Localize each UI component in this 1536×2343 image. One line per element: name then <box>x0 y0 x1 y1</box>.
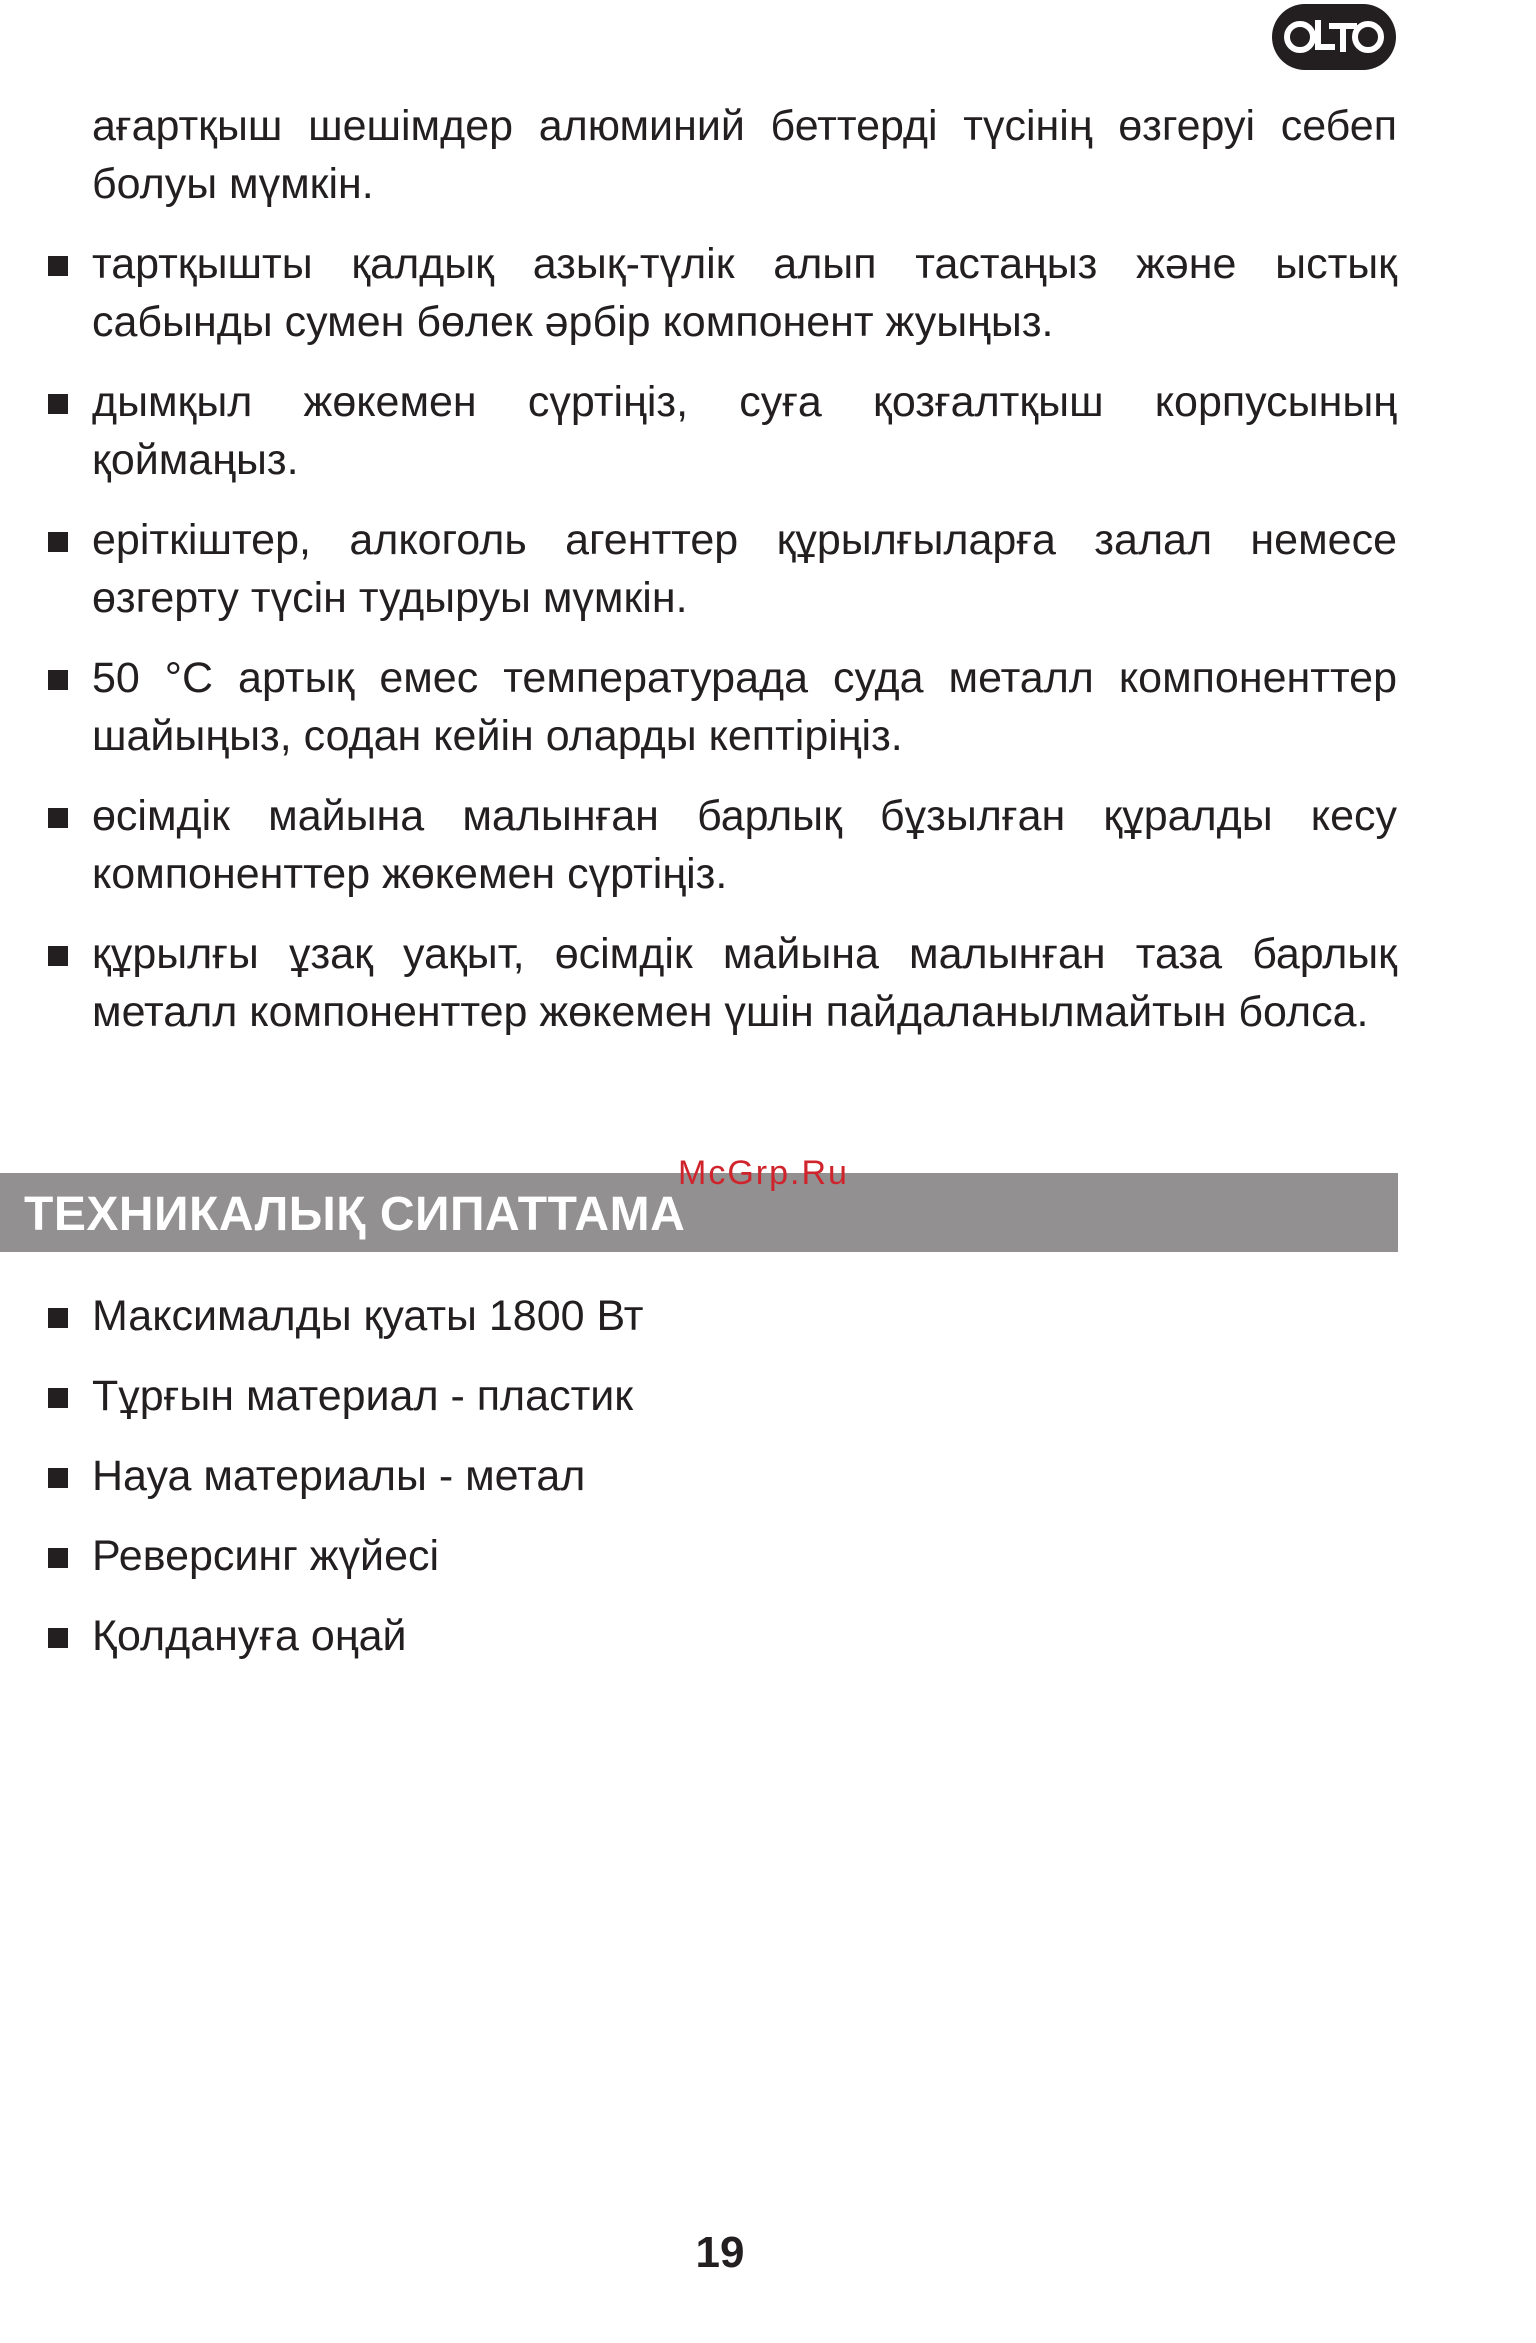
section-title: ТЕХНИКАЛЫҚ СИПАТТАМА <box>24 1188 686 1241</box>
spec-item-text: Науа материалы - метал <box>92 1452 586 1500</box>
list-item-text: тартқышты қалдық азық-түлік алып тастаңыз және ыстық сабынды сумен бөлек әрбір компонент жуыңыз. <box>92 240 1397 346</box>
spec-item-text: Тұрғын материал - пластик <box>92 1372 634 1420</box>
square-bullet-icon <box>48 808 68 828</box>
spec-item <box>92 1367 633 1425</box>
spec-item <box>92 1287 643 1345</box>
spec-item <box>92 1607 407 1665</box>
list-item-text: 50 °С артық емес температурада суда металл компоненттер шайыңыз, содан кейін оларды кептіріңіз. <box>92 654 1397 760</box>
square-bullet-icon <box>48 394 68 414</box>
list-item <box>92 787 1397 903</box>
list-item <box>92 649 1397 765</box>
list-item-text: өсімдік майына малынған барлық бұзылған құралды кесу компоненттер жөкемен сүртіңіз. <box>92 792 1397 898</box>
square-bullet-icon <box>48 946 68 966</box>
brand-logo <box>1272 4 1396 70</box>
intro-paragraph: ағартқыш шешімдер алюминий беттерді түсінің өзгеруі себеп болуы мүмкін. <box>92 102 1397 208</box>
square-bullet-icon <box>48 1388 68 1408</box>
square-bullet-icon <box>48 256 68 276</box>
spec-item-text: Қолдануға оңай <box>92 1612 407 1660</box>
spec-item-text: Максималды қуаты 1800 Вт <box>92 1292 644 1340</box>
square-bullet-icon <box>48 532 68 552</box>
list-item <box>92 373 1397 489</box>
spec-item-text: Реверсинг жүйесі <box>92 1532 440 1580</box>
list-item-text: құрылғы ұзақ уақыт, өсімдік майына малынған таза барлық металл компоненттер жөкемен үшін пайдаланылмайтын болса. <box>92 930 1397 1036</box>
spec-item <box>92 1447 585 1505</box>
list-item <box>92 925 1397 1041</box>
page-number: 19 <box>695 2228 745 2277</box>
square-bullet-icon <box>48 1548 68 1568</box>
olto-logo-icon <box>1282 14 1386 60</box>
watermark: McGrp.Ru <box>678 1154 849 1192</box>
list-item-text: дымқыл жөкемен сүртіңіз, суға қозғалтқыш корпусының қоймаңыз. <box>92 378 1397 484</box>
list-item <box>92 235 1397 351</box>
spec-item <box>92 1527 439 1585</box>
list-item <box>92 511 1397 627</box>
list-item-text: еріткіштер, алкоголь агенттер құрылғыларға залал немесе өзгерту түсін тудыруы мүмкін. <box>92 516 1397 622</box>
square-bullet-icon <box>48 1468 68 1488</box>
square-bullet-icon <box>48 1308 68 1328</box>
square-bullet-icon <box>48 1628 68 1648</box>
square-bullet-icon <box>48 670 68 690</box>
